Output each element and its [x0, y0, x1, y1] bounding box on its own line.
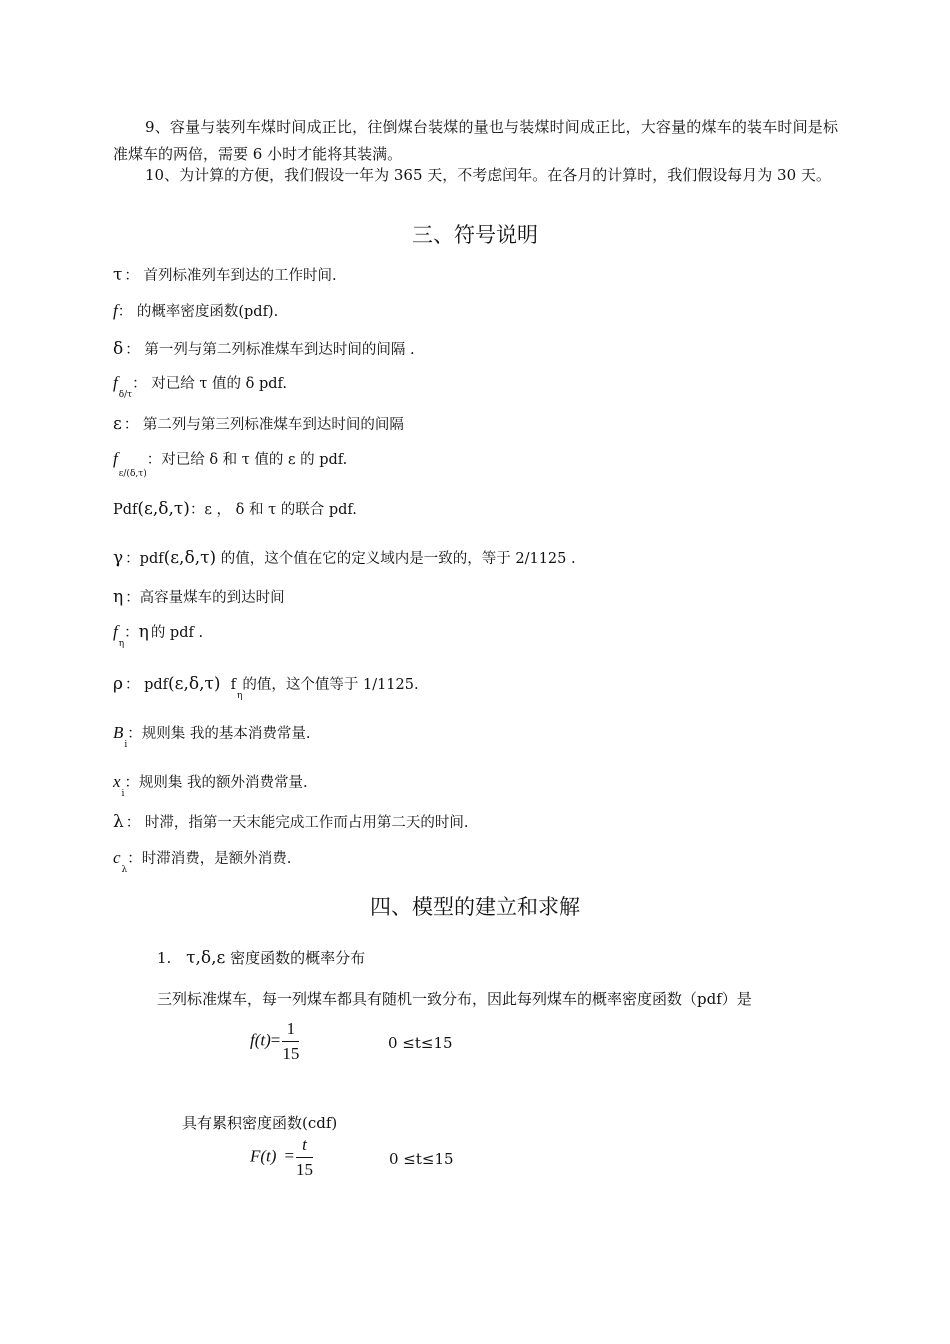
- symbol-rho: [113, 673, 853, 701]
- symbol-mark: x: [113, 772, 121, 791]
- symbol-subscript: λ: [121, 865, 128, 875]
- symbol-desc: ：高容量煤车的到达时间: [125, 590, 285, 606]
- paragraph-9: [113, 114, 838, 168]
- symbol-tau: [113, 264, 853, 285]
- symbol-desc: ： 的概率密度函数(pdf).: [117, 304, 279, 320]
- symbol-args: (ε,δ,τ): [168, 674, 221, 694]
- fraction-numerator: 1: [282, 1019, 299, 1042]
- symbol-mark: f: [113, 622, 118, 641]
- symbol-delta: [113, 338, 853, 359]
- symbol-subscript: η: [118, 639, 125, 649]
- cdf-label: 具有累积密度函数(cdf): [182, 1114, 338, 1132]
- paragraph-10-text: 10、为计算的方便，我们假设一年为 365 天，不考虑闰年。在各月的计算时，我们假设每月为 30 天。: [145, 166, 831, 184]
- symbol-mark: f: [113, 449, 118, 468]
- symbol-args: (ε,δ,τ): [163, 548, 217, 568]
- symbol-mark: ε: [113, 414, 122, 434]
- symbol-subscript: ε/(δ,τ): [118, 469, 147, 479]
- symbol-subscript: δ/τ: [118, 390, 133, 400]
- symbol-mark: ρ: [113, 674, 123, 694]
- symbol-desc: 的值，这个值在它的定义域内是一致的，等于 2/1125 .: [216, 551, 576, 567]
- symbol-mark: f: [113, 301, 118, 320]
- symbol-desc: 的值，这个值等于 1/1125.: [242, 677, 419, 693]
- fraction-numerator: t: [296, 1135, 313, 1158]
- symbol-desc: ：规则集 我的基本消费常量.: [127, 726, 311, 742]
- equation-cdf-domain: 0 ≤t≤15: [389, 1150, 454, 1168]
- symbol-mark: η: [113, 587, 124, 607]
- symbol-x: [113, 771, 853, 799]
- symbol-mark: δ: [113, 339, 124, 359]
- symbol-B: [113, 722, 853, 750]
- symbol-desc: ： 第二列与第三列标准煤车到达时间的间隔: [123, 417, 404, 433]
- symbol-desc: ： 首列标准列车到达的工作时间.: [124, 268, 337, 284]
- symbol-sep: ：: [124, 625, 139, 641]
- symbol-desc: ： 对已给 τ 值的 δ pdf.: [132, 376, 287, 392]
- item-1-heading: [157, 947, 365, 968]
- equation-lhs: f(t): [250, 1030, 271, 1050]
- pdf-intro: 三列标准煤车，每一列煤车都具有随机一致分布，因此每列煤车的概率密度函数（pdf）是: [157, 990, 752, 1008]
- symbol-subscript: i: [121, 789, 125, 799]
- symbol-desc: ：时滞消费，是额外消费.: [127, 851, 292, 867]
- symbol-c: [113, 847, 853, 875]
- symbol-prefix: Pdf: [113, 502, 138, 518]
- symbol-prefix: ： pdf: [125, 677, 169, 693]
- symbol-desc: ：ε ， δ 和 τ 的联合 pdf.: [189, 502, 357, 518]
- symbol-prefix: ：pdf: [125, 551, 164, 567]
- symbol-mark: f: [113, 373, 118, 392]
- equation-fraction: [296, 1135, 313, 1180]
- symbol-mark: B: [113, 723, 124, 742]
- equation-equals: =: [270, 1030, 281, 1050]
- symbol-desc: 的 pdf .: [150, 625, 204, 641]
- item-text: 密度函数的概率分布: [225, 949, 366, 967]
- symbol-mark: λ: [113, 812, 124, 832]
- equation-lhs: F(t): [250, 1146, 277, 1166]
- section-3-heading: 三、符号说明: [412, 223, 538, 247]
- equation-cdf: [250, 1135, 313, 1180]
- symbol-f-label: f: [230, 677, 236, 693]
- symbol-f: [113, 300, 853, 321]
- equation-equals: =: [284, 1146, 295, 1166]
- item-number: 1.: [157, 949, 172, 967]
- symbol-eps: [113, 413, 853, 434]
- paragraph-10: [113, 162, 838, 189]
- symbol-subscript: η: [236, 691, 243, 701]
- symbol-pdf: [113, 498, 853, 519]
- equation-pdf-domain: 0 ≤t≤15: [388, 1034, 453, 1052]
- symbol-subscript: i: [124, 740, 128, 750]
- fraction-denominator: 15: [282, 1044, 300, 1063]
- symbol-desc: ：对已给 δ 和 τ 值的 ε 的 pdf.: [146, 452, 348, 468]
- paragraph-9-text: 9、容量与装列车煤时间成正比，往倒煤台装煤的量也与装煤时间成正比，大容量的煤车的装车时间是标准煤车的两倍，需要 6 小时才能将其装满。: [113, 118, 838, 163]
- symbol-gamma: [113, 547, 853, 568]
- symbol-eta-mark: η: [138, 622, 149, 642]
- equation-fraction: [282, 1019, 299, 1064]
- symbol-desc: ： 第一列与第二列标准煤车到达时间的间隔 .: [125, 342, 415, 358]
- symbol-desc: ：规则集 我的额外消费常量.: [124, 775, 308, 791]
- symbol-desc: ： 时滞，指第一天末能完成工作而占用第二天的时间.: [125, 815, 469, 831]
- symbol-args: (ε,δ,τ): [137, 499, 190, 519]
- fraction-denominator: 15: [296, 1160, 314, 1179]
- symbol-mark: c: [113, 848, 121, 867]
- section-4-heading: 四、模型的建立和求解: [370, 895, 580, 919]
- equation-pdf: [250, 1019, 299, 1064]
- symbol-lambda: [113, 811, 853, 832]
- symbol-mark: τ: [113, 265, 123, 285]
- item-symbols: τ,δ,ε: [186, 948, 226, 968]
- symbol-f-eta: [113, 621, 853, 649]
- symbol-eta: [113, 586, 853, 607]
- symbol-mark: γ: [113, 548, 124, 568]
